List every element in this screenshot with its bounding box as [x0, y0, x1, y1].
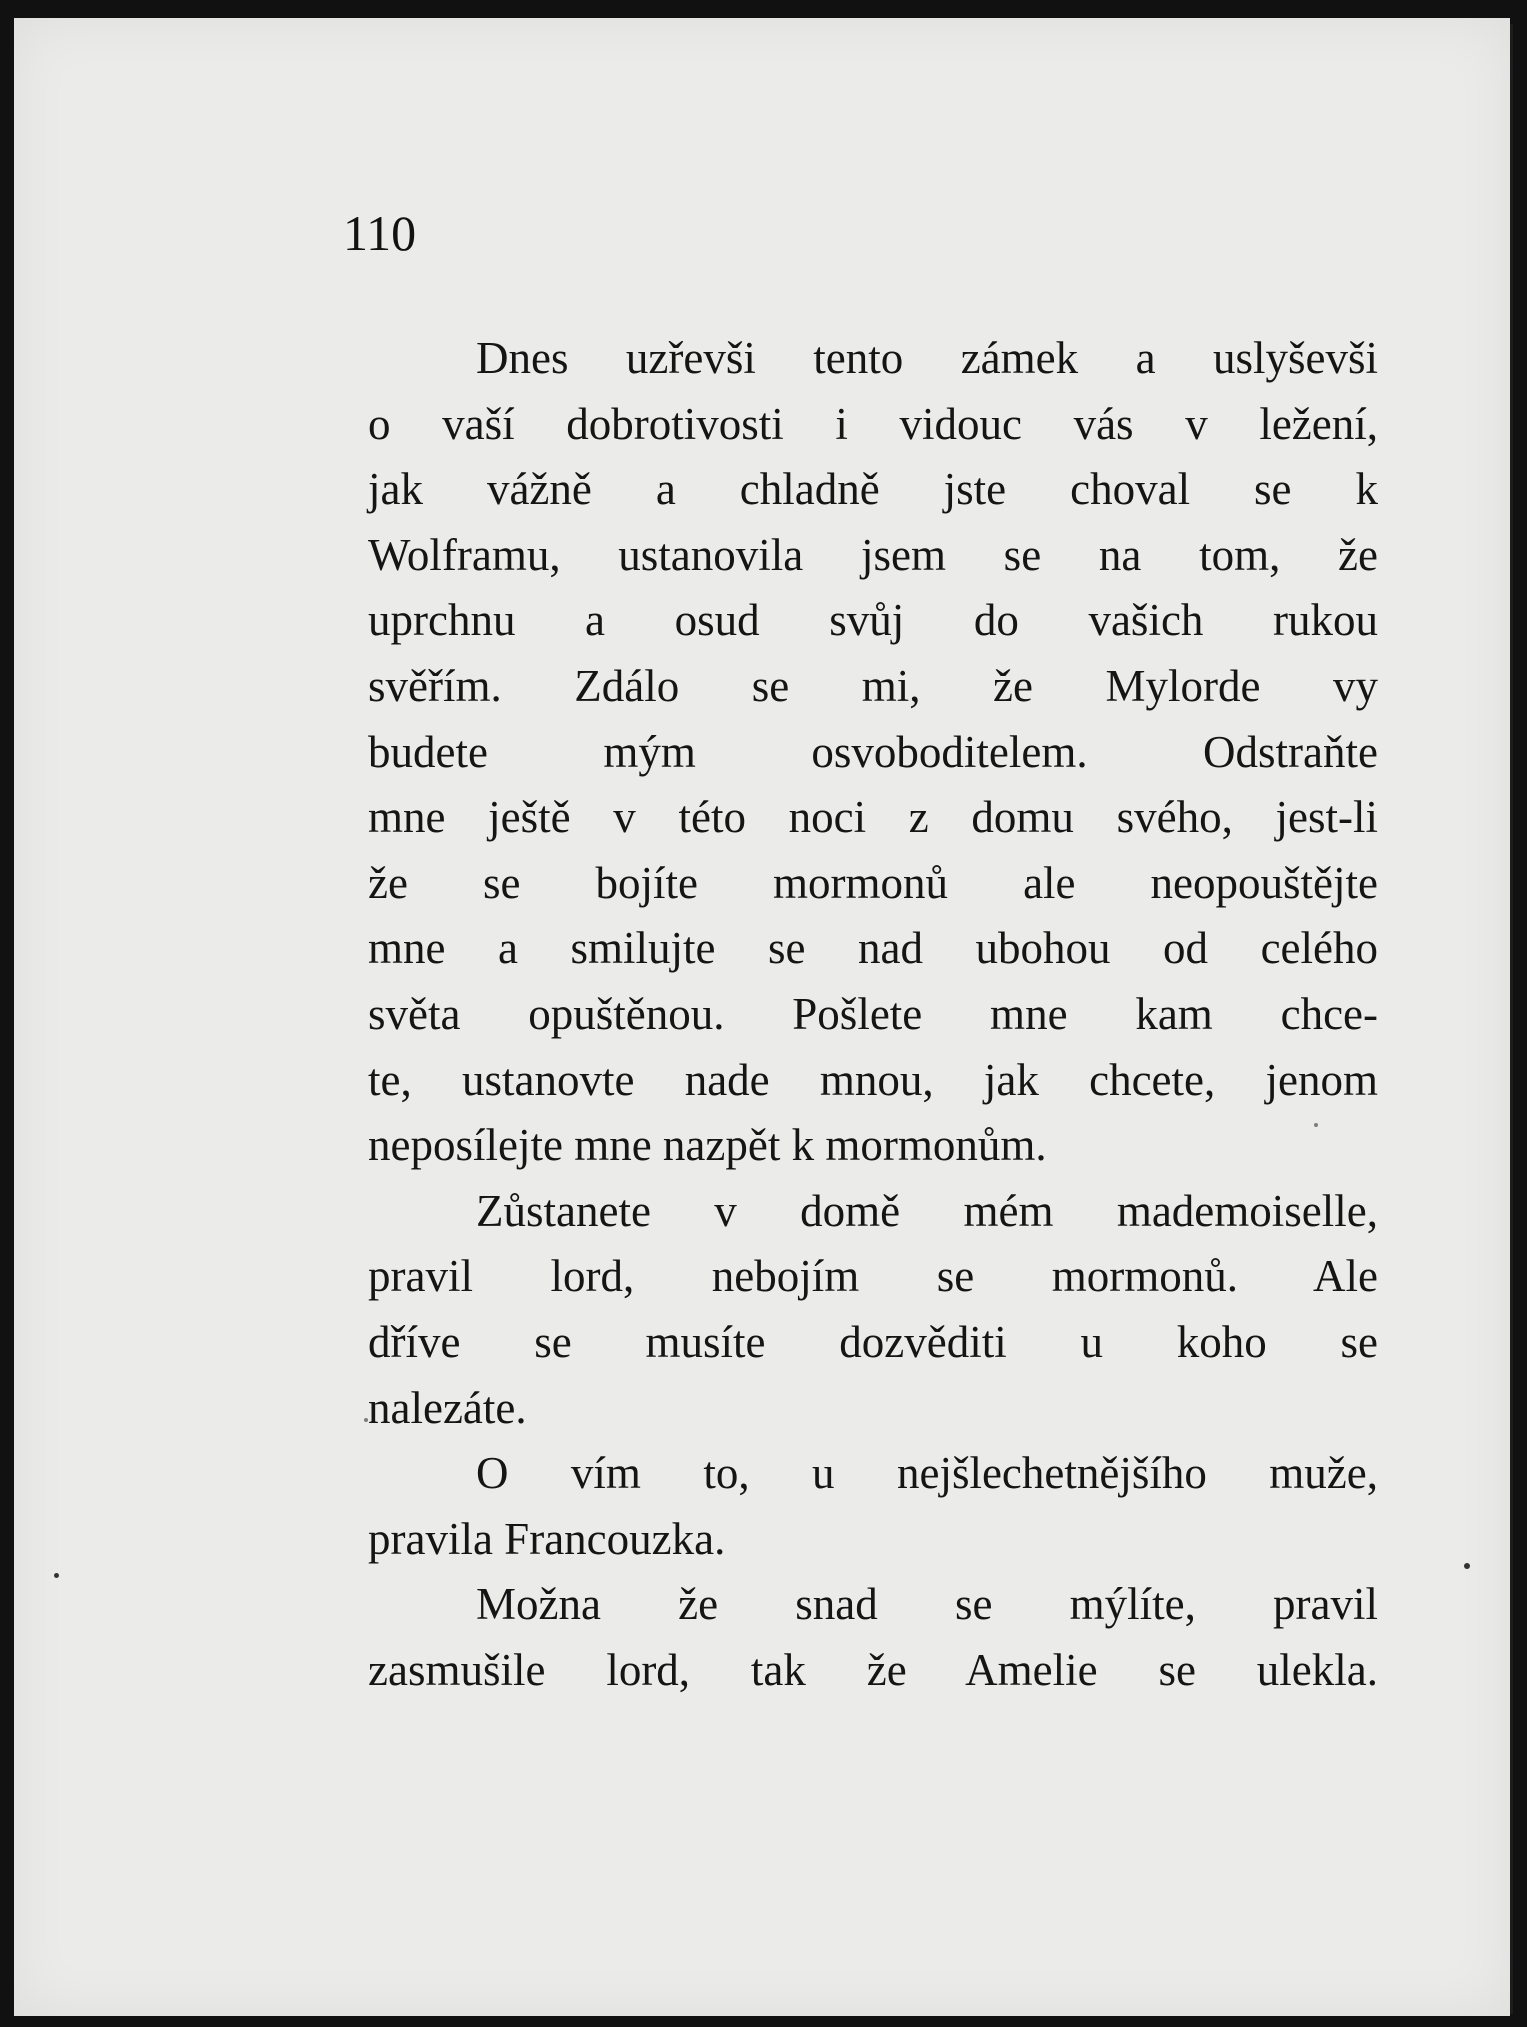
paper-speck: [54, 1573, 59, 1578]
text-line: neposílejte mne nazpět k mormonům.: [368, 1120, 1047, 1171]
text-line: nalezáte.: [368, 1382, 527, 1433]
paper-speck: [1464, 1563, 1470, 1569]
text-line: o vaší dobrotivosti i vidouc vás v ležení,: [368, 398, 1378, 449]
text-line: jak vážně a chladně jste choval se k: [368, 464, 1378, 515]
page-edge-shadow: [1510, 24, 1513, 2014]
text-line: Zůstanete v domě mém mademoiselle,: [476, 1185, 1378, 1236]
text-line: mne ještě v této noci z domu svého, jest-li: [368, 792, 1378, 843]
text-line: dříve se musíte dozvěditi u koho se: [368, 1316, 1378, 1367]
text-line: mne a smilujte se nad ubohou od celého: [368, 923, 1378, 974]
paper-speck: [364, 1418, 368, 1422]
text-line: světa opuštěnou. Pošlete mne kam chce-: [368, 988, 1378, 1039]
text-line: zasmušile lord, tak že Amelie se ulekla.: [368, 1644, 1378, 1695]
body-text: [368, 326, 1378, 1703]
text-line: že se bojíte mormonů ale neopouštějte: [368, 857, 1378, 908]
text-line: Wolframu, ustanovila jsem se na tom, že: [368, 529, 1378, 580]
text-line: O vím to, u nejšlechetnějšího muže,: [476, 1448, 1378, 1499]
text-line: svěřím. Zdálo se mi, že Mylorde vy: [368, 660, 1378, 711]
paper-speck: [1314, 1123, 1318, 1127]
text-line: uprchnu a osud svůj do vašich rukou: [368, 595, 1378, 646]
page-number: 110: [343, 205, 417, 261]
text-line: budete mým osvoboditelem. Odstraňte: [368, 726, 1378, 777]
book-page: [14, 18, 1510, 2016]
text-line: pravil lord, nebojím se mormonů. Ale: [368, 1251, 1378, 1302]
text-line: Možna že snad se mýlíte, pravil: [476, 1579, 1378, 1630]
text-line: te, ustanovte nade mnou, jak chcete, jenom: [368, 1054, 1378, 1105]
text-line: Dnes uzřevši tento zámek a uslyševši: [476, 333, 1378, 383]
text-line: pravila Francouzka.: [368, 1513, 726, 1564]
